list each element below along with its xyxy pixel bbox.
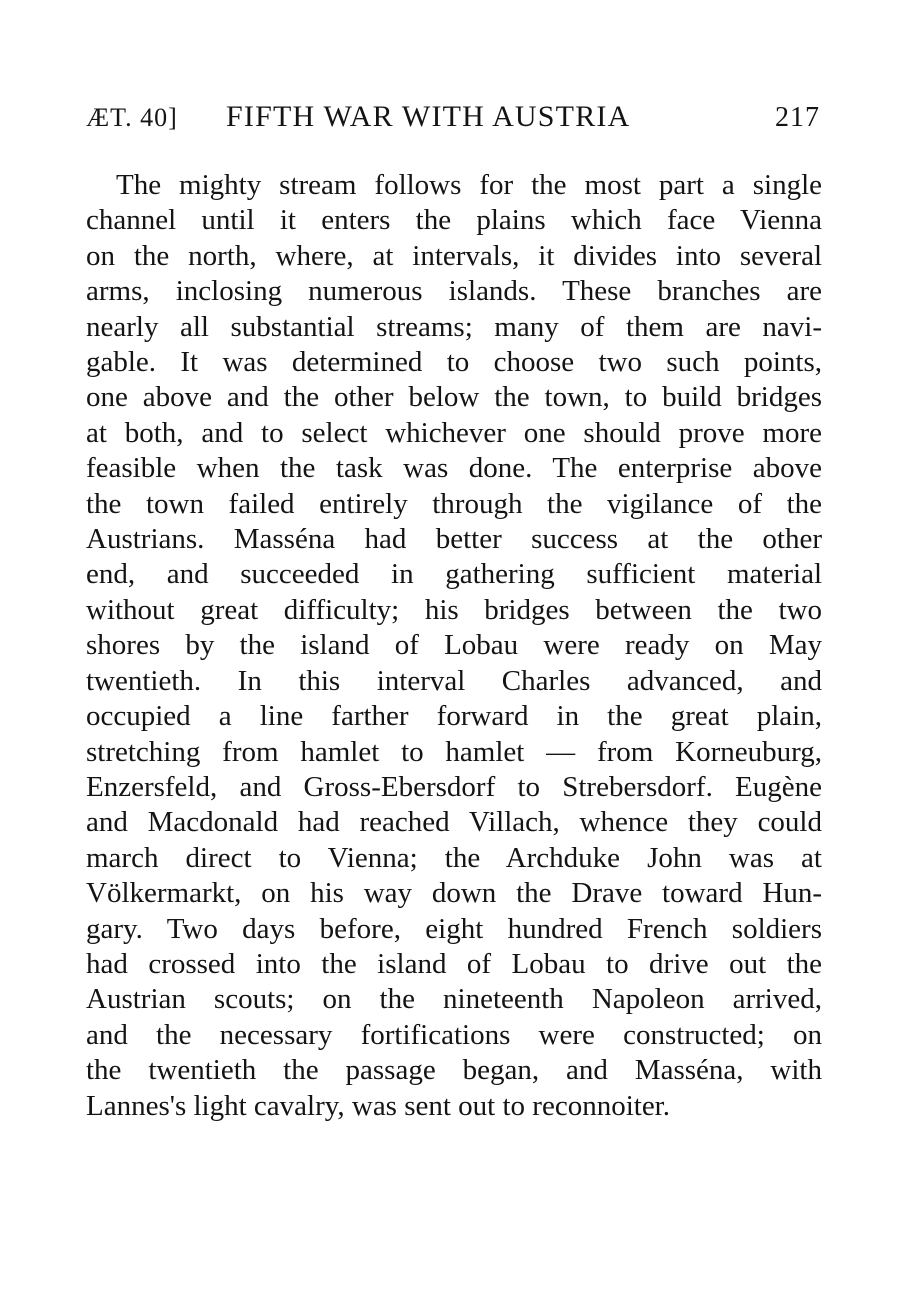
text-line: nearly all substantial streams; many of them are navi- <box>86 310 822 343</box>
text-line: Lannes's light cavalry, was sent out to reconnoiter. <box>86 1089 670 1122</box>
text-line: gary. Two days before, eight hundred French soldiers <box>86 912 822 945</box>
text-line: channel until it enters the plains which face Vienna <box>86 204 822 237</box>
text-line: one above and the other below the town, to build bridges <box>86 381 822 414</box>
text-line: stretching from hamlet to hamlet — from Korneuburg, <box>86 735 822 768</box>
text-line: without great difficulty; his bridges between the two <box>86 593 822 626</box>
text-line: twentieth. In this interval Charles advanced, and <box>86 664 822 697</box>
text-line: the town failed entirely through the vigilance of the <box>86 487 822 520</box>
text-line: The mighty stream follows for the most part a single <box>116 169 822 201</box>
text-line: shores by the island of Lobau were ready on May <box>86 629 822 662</box>
text-line: end, and succeeded in gathering sufficient material <box>86 558 822 591</box>
page-number: 217 <box>775 102 820 133</box>
running-head-title: FIFTH WAR WITH AUSTRIA <box>226 100 631 133</box>
running-head-age: ÆT. 40] <box>86 103 178 132</box>
running-head <box>86 100 822 144</box>
paragraph <box>86 168 822 1124</box>
text-line: occupied a line farther forward in the great plain, <box>86 700 822 733</box>
text-line: and the necessary fortifications were constructed; on <box>86 1018 822 1051</box>
text-line: arms, inclosing numerous islands. These branches are <box>86 275 822 308</box>
text-line: Völkermarkt, on his way down the Drave toward Hun- <box>86 877 822 910</box>
text-line: the twentieth the passage began, and Masséna, with <box>86 1054 822 1087</box>
text-line: and Macdonald had reached Villach, whence they could <box>86 806 822 839</box>
text-line: at both, and to select whichever one should prove more <box>86 416 822 449</box>
text-line: had crossed into the island of Lobau to drive out the <box>86 947 822 980</box>
text-line: feasible when the task was done. The enterprise above <box>86 452 822 485</box>
text-line: Austrian scouts; on the nineteenth Napoleon arrived, <box>86 983 822 1016</box>
text-line: gable. It was determined to choose two such points, <box>86 346 822 379</box>
text-line: Enzersfeld, and Gross-Ebersdorf to Strebersdorf. Eugène <box>86 770 822 803</box>
text-line: march direct to Vienna; the Archduke John was at <box>86 841 822 874</box>
text-line: on the north, where, at intervals, it divides into several <box>86 239 822 272</box>
book-page <box>86 100 822 1124</box>
text-line: Austrians. Masséna had better success at the other <box>86 523 822 556</box>
